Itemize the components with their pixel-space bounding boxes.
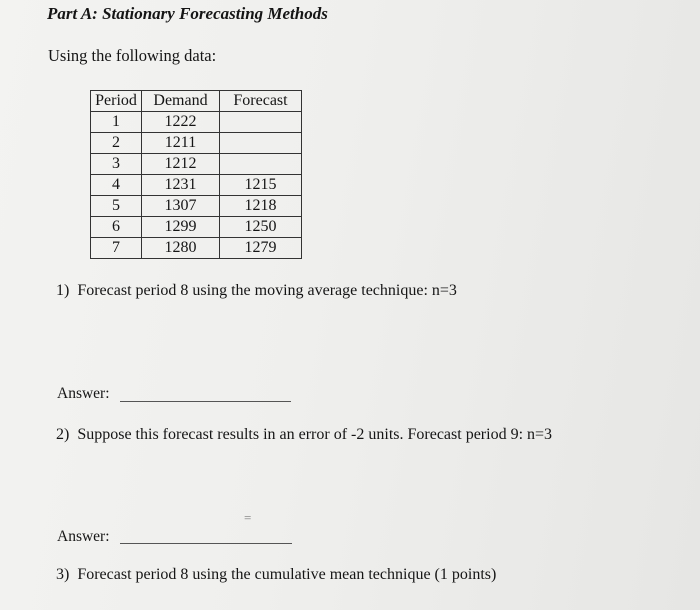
data-table bbox=[90, 90, 302, 259]
answer-2-label: Answer: bbox=[57, 528, 110, 545]
cell-forecast: 1215 bbox=[220, 175, 302, 196]
cell-forecast: 1279 bbox=[220, 238, 302, 259]
cell-period: 2 bbox=[91, 133, 142, 154]
question-3: 3) Forecast period 8 using the cumulative mean technique (1 points) bbox=[56, 566, 497, 583]
cell-period: 1 bbox=[91, 112, 142, 133]
stray-equals-mark: = bbox=[244, 510, 252, 525]
cell-demand: 1299 bbox=[142, 217, 220, 238]
question-2: 2) Suppose this forecast results in an error of -2 units. Forecast period 9: n=3 bbox=[56, 426, 553, 443]
question-1: 1) Forecast period 8 using the moving average technique: n=3 bbox=[56, 282, 457, 299]
cell-demand: 1211 bbox=[142, 133, 220, 154]
table-row bbox=[91, 133, 302, 154]
cell-period: 3 bbox=[91, 154, 142, 175]
cell-forecast bbox=[220, 133, 302, 154]
cell-forecast: 1218 bbox=[220, 196, 302, 217]
cell-demand: 1307 bbox=[142, 196, 220, 217]
answer-2-blank[interactable] bbox=[120, 543, 292, 544]
table-row bbox=[91, 112, 302, 133]
cell-period: 5 bbox=[91, 196, 142, 217]
answer-1-blank[interactable] bbox=[120, 401, 291, 402]
header-forecast: Forecast bbox=[220, 91, 302, 112]
table-row bbox=[91, 238, 302, 259]
table-row bbox=[91, 217, 302, 238]
table-row bbox=[91, 154, 302, 175]
cell-demand: 1212 bbox=[142, 154, 220, 175]
answer-1-label: Answer: bbox=[57, 385, 110, 402]
cell-demand: 1280 bbox=[142, 238, 220, 259]
cell-period: 4 bbox=[91, 175, 142, 196]
table-row bbox=[91, 175, 302, 196]
cell-period: 7 bbox=[91, 238, 142, 259]
table-row bbox=[91, 196, 302, 217]
cell-demand: 1231 bbox=[142, 175, 220, 196]
cell-forecast: 1250 bbox=[220, 217, 302, 238]
table-header-row bbox=[91, 91, 302, 112]
cell-forecast bbox=[220, 112, 302, 133]
cell-demand: 1222 bbox=[142, 112, 220, 133]
intro-text: Using the following data: bbox=[48, 46, 217, 65]
header-period: Period bbox=[91, 91, 142, 112]
cell-period: 6 bbox=[91, 217, 142, 238]
header-demand: Demand bbox=[142, 91, 220, 112]
cell-forecast bbox=[220, 154, 302, 175]
page-title: Part A: Stationary Forecasting Methods bbox=[47, 4, 328, 23]
